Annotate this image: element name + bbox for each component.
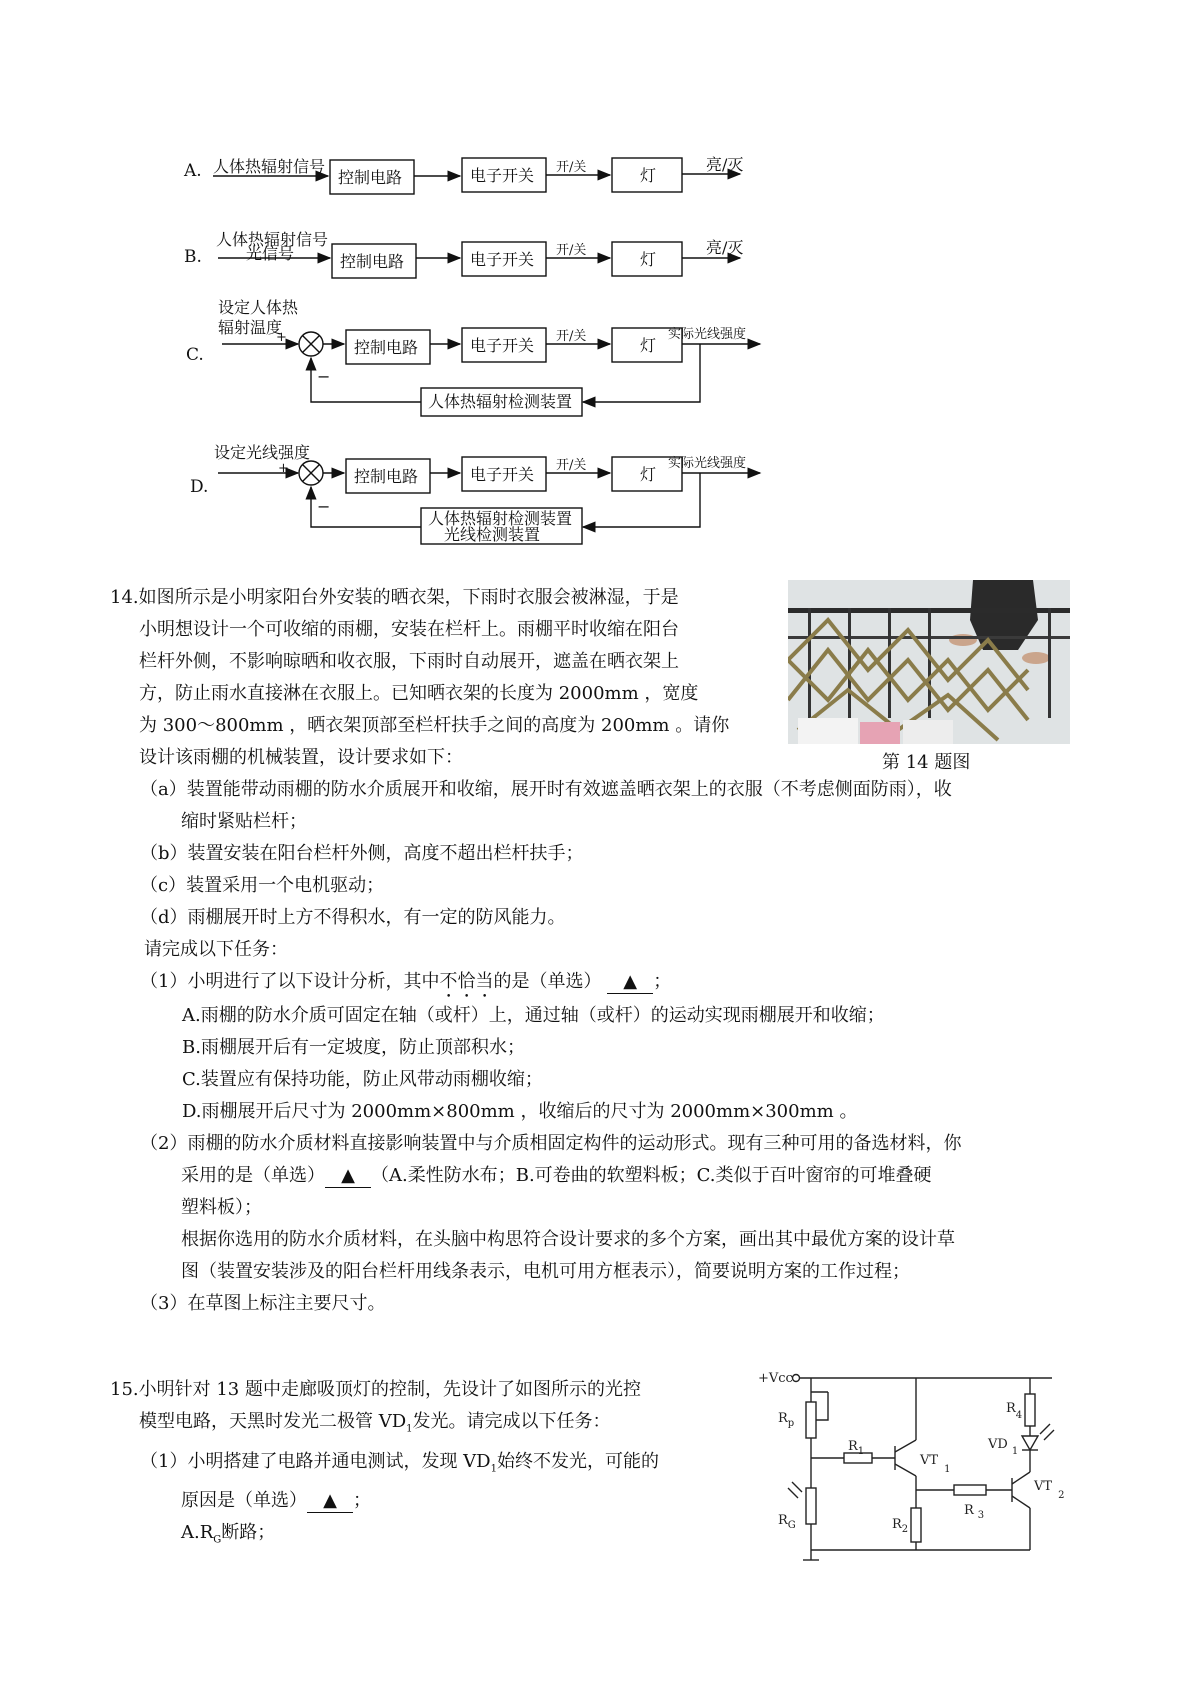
circuit-r4-label: $R_4$ <box>1006 1401 1023 1421</box>
circuit-r1-label: $R_1$ <box>848 1439 865 1457</box>
q15-line1: 15.小明针对 13 题中走廊吸顶灯的控制，先设计了如图所示的光控 <box>110 1379 641 1400</box>
option-b-lamp-text: 灯 <box>640 250 657 269</box>
q14-task1-post: 的是（单选） <box>493 971 602 992</box>
q14-task2-post: （A.柔性防水布；B.可卷曲的软塑料板；C.类似于百叶窗帘的可堆叠硬 <box>371 1165 932 1186</box>
q15-line2 <box>110 1406 659 1446</box>
q14-task2-answer-blank[interactable]: ▲ <box>325 1165 371 1188</box>
circuit-vt1-label: $VT_1$ <box>920 1453 951 1475</box>
q15-line2-sub: 1 <box>406 1423 413 1435</box>
option-d-comparator <box>299 461 323 485</box>
option-d-label: D. <box>190 477 209 497</box>
option-c-minus: − <box>317 367 331 386</box>
option-d-control-text: 控制电路 <box>354 467 419 486</box>
q14-figure-photo <box>788 580 1070 744</box>
q15-option-a <box>110 1517 659 1557</box>
option-d-plus: + <box>278 461 289 476</box>
q15-line3-post: 始终不发光，可能的 <box>496 1450 659 1472</box>
q14-req-d: （d）雨棚展开时上方不得积水，有一定的防风能力。 <box>140 907 566 928</box>
q14-task2-line3: 塑料板）； <box>181 1197 262 1218</box>
q15-option-a-pre: A.R <box>181 1522 214 1544</box>
q14-task1-option-b: B.雨棚展开后有一定坡度，防止顶部积水； <box>182 1037 525 1058</box>
q14-intro <box>110 582 729 774</box>
q14-task1-options <box>182 1000 885 1128</box>
option-c-plus: + <box>276 330 287 345</box>
option-a-label: A. <box>184 161 202 181</box>
q15-line2-pre: 模型电路，天黑时发光二极管 VD <box>139 1411 407 1432</box>
option-b-label: B. <box>184 247 202 267</box>
q15-line3-sub: 1 <box>490 1463 497 1475</box>
q14-task1-answer-blank[interactable]: ▲ <box>607 971 653 994</box>
q14-figure-caption: 第 14 题图 <box>882 752 971 773</box>
option-c-feedback-text: 人体热辐射检测装置 <box>428 392 573 411</box>
q14-requirements <box>140 774 952 1002</box>
q14-req-a: （a）装置能带动雨棚的防水介质展开和收缩，展开时有效遮盖晒衣架上的衣服（不考虑侧面防雨），收 <box>140 779 952 800</box>
q14-task2-line4: 根据你选用的防水介质材料，在头脑中构思符合设计要求的多个方案，画出其中最优方案的设计草 <box>181 1229 955 1250</box>
option-a-control-text: 控制电路 <box>338 168 403 187</box>
q15-option-a-post: 断路； <box>221 1522 276 1544</box>
q14-task1-option-d: D.雨棚展开后尺寸为 2000mm×800mm ，收缩后的尺寸为 2000mm×300mm 。 <box>182 1101 858 1122</box>
q14-task1-end: ； <box>653 971 672 992</box>
q14-task2-line1: （2）雨棚的防水介质材料直接影响装置中与介质相固定构件的运动形式。现有三种可用的备选材料，你 <box>140 1133 962 1154</box>
option-a-input: 人体热辐射信号 <box>213 157 326 176</box>
circuit-rg-label: $R_G$ <box>778 1513 796 1531</box>
option-b-edge1: 开/关 <box>556 243 587 258</box>
q15-line4-post: ； <box>353 1490 371 1512</box>
option-d-feedback-text2: 光线检测装置 <box>444 525 541 544</box>
option-c-control-text: 控制电路 <box>354 338 419 357</box>
q14-task3: （3）在草图上标注主要尺寸。 <box>140 1293 386 1314</box>
q14-intro-line: 方，防止雨水直接淋在衣服上。已知晒衣架的长度为 2000mm ，宽度 <box>139 683 699 704</box>
q15-text <box>110 1374 659 1557</box>
circuit-vt2-label: $VT_2$ <box>1034 1479 1065 1501</box>
option-a-diagram <box>183 155 743 194</box>
option-a-switch-text: 电子开关 <box>470 166 535 185</box>
option-b-diagram <box>184 230 743 278</box>
option-c-diagram <box>186 298 760 416</box>
q14-task1-option-c: C.装置应有保持功能，防止风带动雨棚收缩； <box>182 1069 543 1090</box>
q14-intro-line: 设计该雨棚的机械装置，设计要求如下： <box>139 747 463 768</box>
option-b-control-text: 控制电路 <box>340 252 405 271</box>
q14-task1-pre: （1）小明进行了以下设计分析，其中 <box>140 971 440 992</box>
q14-task1-emphasis: 不恰当 <box>439 971 494 992</box>
q14-req-b: （b）装置安装在阳台栏杆外侧，高度不超出栏杆扶手； <box>140 843 584 864</box>
q14-intro-line: 14.如图所示是小明家阳台外安装的晒衣架，下雨时衣服会被淋湿，于是 <box>110 587 679 608</box>
option-c-comparator <box>299 332 323 356</box>
option-a-lamp-text: 灯 <box>640 166 657 185</box>
option-c-edge1: 开/关 <box>556 329 587 344</box>
q14-intro-line: 为 300～800mm ，晒衣架顶部至栏杆扶手之间的高度为 200mm 。请你 <box>139 715 730 736</box>
q14-task2-pre: 采用的是（单选） <box>181 1165 325 1186</box>
circuit-vcc-label: +Vcc <box>758 1372 793 1386</box>
circuit-rp-label: $R_p$ <box>778 1411 795 1429</box>
q14-intro-line: 小明想设计一个可收缩的雨棚，安装在栏杆上。雨棚平时收缩在阳台 <box>139 619 679 640</box>
option-d-lamp-text: 灯 <box>640 465 657 484</box>
option-a-edge1: 开/关 <box>556 160 587 175</box>
option-b-switch-text: 电子开关 <box>470 250 535 269</box>
option-c-input2: 辐射温度 <box>218 318 283 337</box>
circuit-vd1-label: VD $_1$ <box>988 1437 1019 1457</box>
q15-line4 <box>110 1485 659 1517</box>
drying-rack-image <box>788 580 1070 744</box>
option-c-lamp-text: 灯 <box>640 336 657 355</box>
option-b-input1: 人体热辐射信号 <box>216 230 329 249</box>
q14-req-c: （c）装置采用一个电机驱动； <box>140 875 385 896</box>
circuit-r2-label: $R_2$ <box>892 1517 909 1535</box>
q14-task2-line2 <box>140 1160 961 1192</box>
q14-task-intro: 请完成以下任务： <box>144 939 288 960</box>
option-c-switch-text: 电子开关 <box>470 336 535 355</box>
q15-task1-answer-blank[interactable]: ▲ <box>307 1490 353 1513</box>
q14-task1-option-a: A.雨棚的防水介质可固定在轴（或杆）上，通过轴（或杆）的运动实现雨棚展开和收缩； <box>182 1005 885 1026</box>
q14-intro-line: 栏杆外侧，不影响晾晒和收衣服，下雨时自动展开，遮盖在晒衣架上 <box>139 651 679 672</box>
option-d-minus: − <box>317 497 331 516</box>
q15-line4-pre: 原因是（单选） <box>181 1490 307 1512</box>
option-c-input1: 设定人体热 <box>218 298 299 317</box>
option-d-edge1: 开/关 <box>556 458 587 473</box>
q15-circuit-diagram <box>748 1372 1088 1572</box>
option-d-diagram <box>190 443 760 544</box>
option-d-feedback-text1: 人体热辐射检测装置 <box>428 509 573 528</box>
q14-task1 <box>140 966 952 1002</box>
option-b-output: 亮/灭 <box>706 238 744 257</box>
option-c-label: C. <box>186 345 204 365</box>
q15-line2-post: 发光。请完成以下任务： <box>412 1411 611 1432</box>
circuit-r3-label: R $_3$ <box>964 1503 985 1521</box>
option-c-output: 实际光线强度 <box>668 327 747 342</box>
q13-block-diagrams <box>0 0 1191 560</box>
option-d-output: 实际光线强度 <box>668 456 747 471</box>
option-b-input2: 光信号 <box>246 244 295 263</box>
option-d-switch-text: 电子开关 <box>470 465 535 484</box>
option-a-output: 亮/灭 <box>706 155 744 174</box>
q14-task2-line5: 图（装置安装涉及的阳台栏杆用线条表示，电机可用方框表示），简要说明方案的工作过程； <box>181 1261 910 1282</box>
q14-req-a-cont: 缩时紧贴栏杆； <box>181 811 307 832</box>
q15-line3-pre: （1）小明搭建了电路并通电测试，发现 VD <box>140 1450 491 1472</box>
q14-task2 <box>140 1128 961 1320</box>
q15-option-a-sub: G <box>213 1534 222 1546</box>
option-d-input: 设定光线强度 <box>214 443 311 462</box>
q15-line3 <box>110 1446 659 1486</box>
